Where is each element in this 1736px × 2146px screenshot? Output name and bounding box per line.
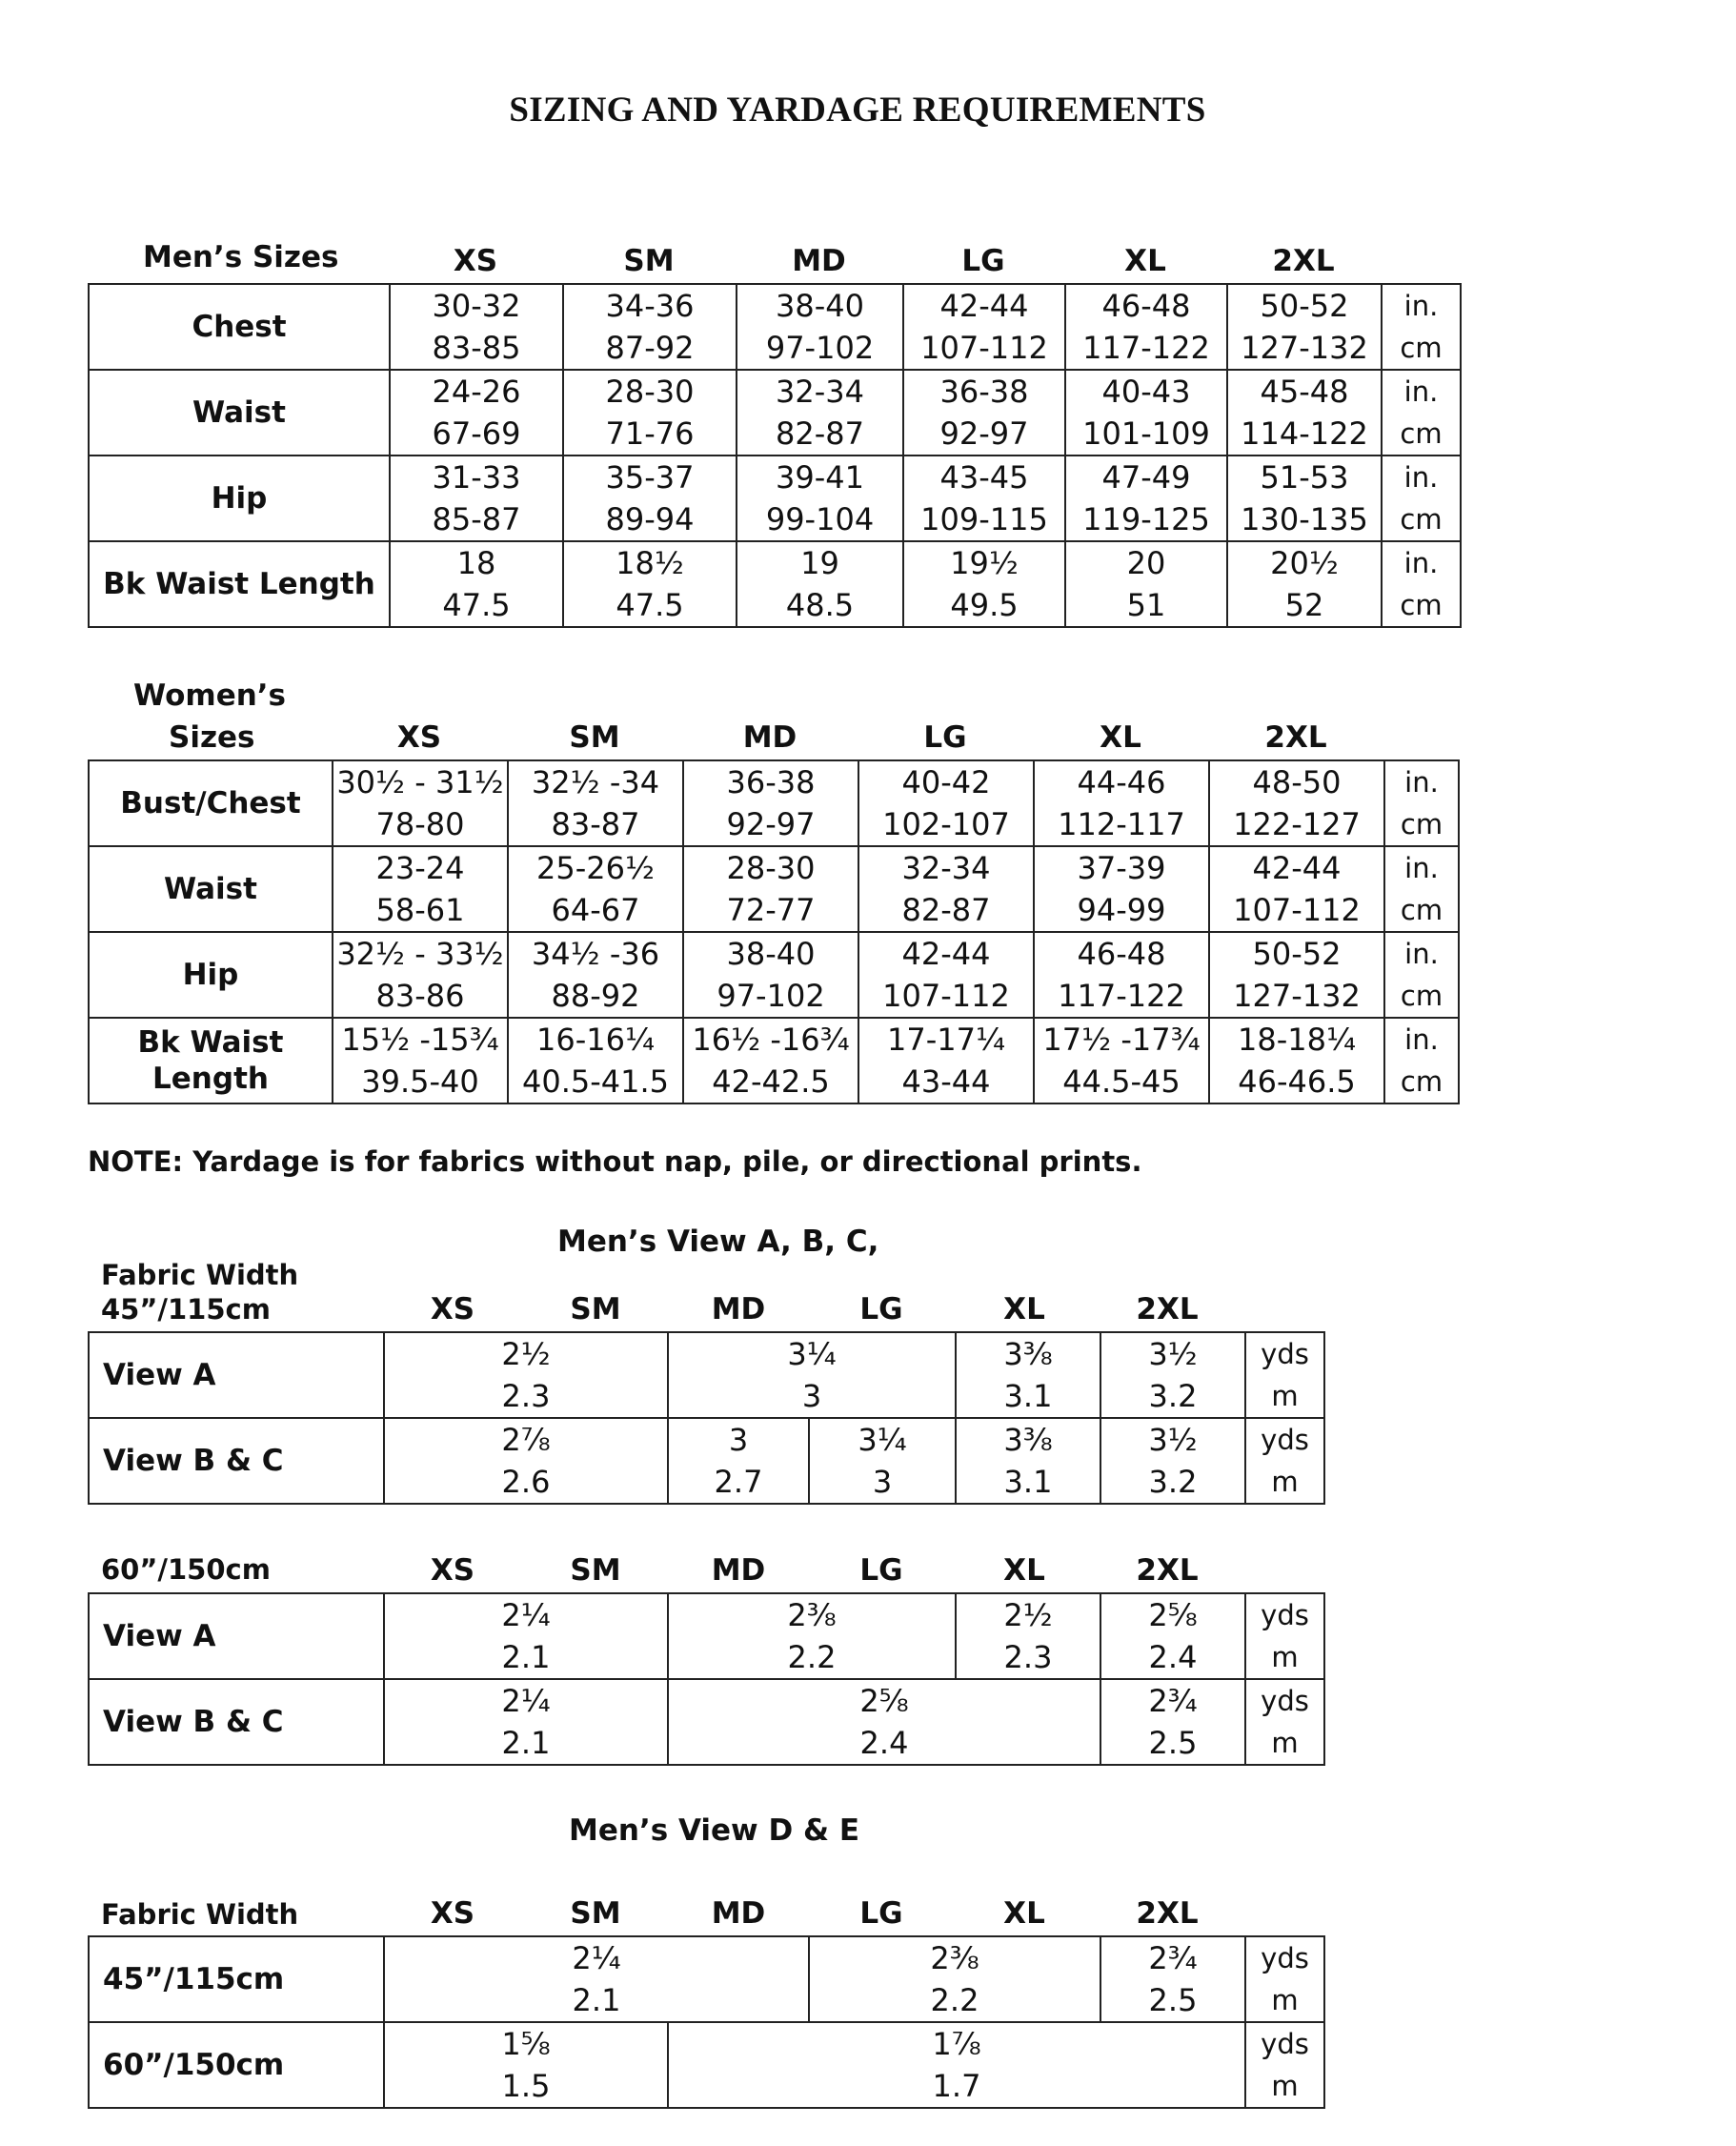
col-xl: XL — [1003, 1553, 1045, 1588]
table-row — [89, 1593, 1324, 1679]
fabric-width-label: Fabric Width 45”/115cm — [101, 1259, 299, 1326]
table-row — [89, 284, 1461, 370]
cell: 2⅝ 2.4 — [668, 1679, 1100, 1765]
table-row — [89, 1018, 1459, 1103]
col-xl: XL — [1100, 720, 1141, 755]
cell: 16½ -16¾ 42-42.5 — [683, 1018, 858, 1103]
col-sm: SM — [569, 720, 620, 755]
womens-sizes-table — [88, 759, 1460, 1104]
col-2xl: 2XL — [1136, 1896, 1199, 1931]
col-2xl: 2XL — [1136, 1292, 1199, 1326]
cell: 36-38 92-97 — [903, 370, 1065, 456]
cell: 20½ 52 — [1227, 541, 1382, 627]
mens-sizes-table — [88, 283, 1462, 628]
row-label-waist: Waist — [89, 370, 390, 456]
yardage-note: NOTE: Yardage is for fabrics without nap, pile, or directional prints. — [88, 1145, 1142, 1178]
unit-cell: yds m — [1245, 1679, 1324, 1765]
cell: 46-48 117-122 — [1065, 284, 1227, 370]
cell: 35-37 89-94 — [563, 456, 737, 541]
row-label-chest: Chest — [89, 284, 390, 370]
row-label-waist: Waist — [89, 846, 333, 932]
womens-size-header-row — [332, 720, 1380, 759]
cell: 50-52 127-132 — [1227, 284, 1382, 370]
cell: 2¼ 2.1 — [384, 1593, 668, 1679]
cell: 32½ -34 83-87 — [508, 760, 683, 846]
cell: 50-52 127-132 — [1209, 932, 1384, 1018]
table-row — [89, 760, 1459, 846]
view-abc-60-table — [88, 1592, 1325, 1766]
row-label-view-a: View A — [89, 1332, 384, 1418]
cell: 3⅜ 3.1 — [956, 1418, 1100, 1504]
unit-cell: in. cm — [1382, 284, 1461, 370]
col-lg: LG — [923, 720, 967, 755]
cell: 34-36 87-92 — [563, 284, 737, 370]
unit-cell: in. cm — [1382, 456, 1461, 541]
cell: 18-18¼ 46-46.5 — [1209, 1018, 1384, 1103]
mens-sizes-heading: Men’s Sizes — [143, 240, 339, 274]
table-row — [89, 541, 1461, 627]
cell: 3½ 3.2 — [1100, 1418, 1245, 1504]
cell: 2⅝ 2.4 — [1100, 1593, 1245, 1679]
cell: 32-34 82-87 — [858, 846, 1034, 932]
table-row — [89, 1936, 1324, 2022]
col-2xl: 2XL — [1136, 1553, 1199, 1588]
table-row — [89, 2022, 1324, 2108]
col-xl: XL — [1003, 1292, 1045, 1326]
cell: 39-41 99-104 — [737, 456, 903, 541]
cell: 34½ -36 88-92 — [508, 932, 683, 1018]
cell: 32½ - 33½ 83-86 — [333, 932, 508, 1018]
col-xs: XS — [430, 1896, 475, 1931]
cell: 36-38 92-97 — [683, 760, 858, 846]
col-sm: SM — [570, 1553, 621, 1588]
view-de-table — [88, 1935, 1325, 2109]
row-label-view-b-c: View B & C — [89, 1418, 384, 1504]
cell: 20 51 — [1065, 541, 1227, 627]
section-heading-view-de: Men’s View D & E — [569, 1813, 860, 1848]
cell: 30½ - 31½ 78-80 — [333, 760, 508, 846]
cell: 2⅜ 2.2 — [668, 1593, 956, 1679]
col-lg: LG — [961, 244, 1005, 278]
view-abc-60-header-row — [381, 1553, 1334, 1591]
view-de-header-row — [381, 1896, 1334, 1934]
cell: 28-30 71-76 — [563, 370, 737, 456]
table-row — [89, 846, 1459, 932]
cell: 3 2.7 — [668, 1418, 809, 1504]
cell: 2¼ 2.1 — [384, 1936, 809, 2022]
cell: 40-43 101-109 — [1065, 370, 1227, 456]
row-label-hip: Hip — [89, 932, 333, 1018]
cell: 46-48 117-122 — [1034, 932, 1209, 1018]
cell: 3½ 3.2 — [1100, 1332, 1245, 1418]
cell: 2⅞ 2.6 — [384, 1418, 668, 1504]
cell: 25-26½ 64-67 — [508, 846, 683, 932]
cell: 23-24 58-61 — [333, 846, 508, 932]
col-md: MD — [711, 1553, 766, 1588]
table-row — [89, 1332, 1324, 1418]
cell: 51-53 130-135 — [1227, 456, 1382, 541]
row-label-hip: Hip — [89, 456, 390, 541]
cell: 42-44 107-112 — [858, 932, 1034, 1018]
cell: 18 47.5 — [390, 541, 563, 627]
view-abc-45-table — [88, 1331, 1325, 1505]
col-xs: XS — [396, 720, 442, 755]
col-md: MD — [792, 244, 846, 278]
fabric-width-label: Fabric Width — [101, 1898, 299, 1931]
row-label-view-a: View A — [89, 1593, 384, 1679]
cell: 42-44 107-112 — [903, 284, 1065, 370]
col-lg: LG — [859, 1896, 903, 1931]
row-label-bust-chest: Bust/Chest — [89, 760, 333, 846]
cell: 40-42 102-107 — [858, 760, 1034, 846]
col-md: MD — [711, 1896, 766, 1931]
unit-cell: in. cm — [1382, 541, 1461, 627]
cell: 43-45 109-115 — [903, 456, 1065, 541]
unit-cell: in. cm — [1382, 370, 1461, 456]
unit-cell: yds m — [1245, 1936, 1324, 2022]
view-abc-45-header-row — [381, 1292, 1334, 1330]
col-sm: SM — [570, 1292, 621, 1326]
cell: 1⅞ 1.7 — [668, 2022, 1245, 2108]
col-lg: LG — [859, 1292, 903, 1326]
cell: 37-39 94-99 — [1034, 846, 1209, 932]
fabric-width-60-label: 60”/150cm — [101, 1553, 271, 1586]
cell: 1⅝ 1.5 — [384, 2022, 668, 2108]
table-row — [89, 456, 1461, 541]
cell: 2⅜ 2.2 — [809, 1936, 1100, 2022]
mens-size-header-row — [389, 244, 1389, 282]
row-label-60-150cm: 60”/150cm — [89, 2022, 384, 2108]
table-row — [89, 932, 1459, 1018]
cell: 47-49 119-125 — [1065, 456, 1227, 541]
row-label-bk-waist-length: Bk Waist Length — [89, 1018, 333, 1103]
row-label-45-115cm: 45”/115cm — [89, 1936, 384, 2022]
cell: 3¼ 3 — [809, 1418, 956, 1504]
cell: 3¼ 3 — [668, 1332, 956, 1418]
cell: 30-32 83-85 — [390, 284, 563, 370]
unit-cell: yds m — [1245, 2022, 1324, 2108]
unit-cell: yds m — [1245, 1332, 1324, 1418]
col-2xl: 2XL — [1272, 244, 1335, 278]
col-xs: XS — [430, 1553, 475, 1588]
cell: 19 48.5 — [737, 541, 903, 627]
table-row — [89, 1418, 1324, 1504]
cell: 2¼ 2.1 — [384, 1679, 668, 1765]
col-xl: XL — [1124, 244, 1166, 278]
cell: 48-50 122-127 — [1209, 760, 1384, 846]
col-sm: SM — [570, 1896, 621, 1931]
cell: 38-40 97-102 — [683, 932, 858, 1018]
womens-sizes-heading: Women’s Sizes — [133, 678, 287, 755]
cell: 18½ 47.5 — [563, 541, 737, 627]
cell: 42-44 107-112 — [1209, 846, 1384, 932]
unit-cell: in. cm — [1384, 846, 1459, 932]
cell: 16-16¼ 40.5-41.5 — [508, 1018, 683, 1103]
col-2xl: 2XL — [1264, 720, 1327, 755]
unit-cell: in. cm — [1384, 932, 1459, 1018]
col-xs: XS — [453, 244, 498, 278]
cell: 3⅜ 3.1 — [956, 1332, 1100, 1418]
col-xs: XS — [430, 1292, 475, 1326]
unit-cell: in. cm — [1384, 760, 1459, 846]
unit-cell: yds m — [1245, 1593, 1324, 1679]
unit-cell: in. cm — [1384, 1018, 1459, 1103]
cell: 19½ 49.5 — [903, 541, 1065, 627]
col-sm: SM — [623, 244, 675, 278]
cell: 28-30 72-77 — [683, 846, 858, 932]
section-heading-view-abc: Men’s View A, B, C, — [557, 1225, 879, 1259]
cell: 38-40 97-102 — [737, 284, 903, 370]
col-lg: LG — [859, 1553, 903, 1588]
cell: 24-26 67-69 — [390, 370, 563, 456]
col-xl: XL — [1003, 1896, 1045, 1931]
cell: 2¾ 2.5 — [1100, 1679, 1245, 1765]
cell: 2½ 2.3 — [384, 1332, 668, 1418]
col-md: MD — [711, 1292, 766, 1326]
cell: 17-17¼ 43-44 — [858, 1018, 1034, 1103]
page-title: SIZING AND YARDAGE REQUIREMENTS — [509, 91, 1206, 130]
table-row — [89, 1679, 1324, 1765]
cell: 15½ -15¾ 39.5-40 — [333, 1018, 508, 1103]
cell: 2½ 2.3 — [956, 1593, 1100, 1679]
table-row — [89, 370, 1461, 456]
cell: 17½ -17¾ 44.5-45 — [1034, 1018, 1209, 1103]
cell: 44-46 112-117 — [1034, 760, 1209, 846]
cell: 45-48 114-122 — [1227, 370, 1382, 456]
row-label-view-b-c: View B & C — [89, 1679, 384, 1765]
row-label-bk-waist-length: Bk Waist Length — [89, 541, 390, 627]
cell: 32-34 82-87 — [737, 370, 903, 456]
cell: 31-33 85-87 — [390, 456, 563, 541]
col-md: MD — [742, 720, 797, 755]
unit-cell: yds m — [1245, 1418, 1324, 1504]
cell: 2¾ 2.5 — [1100, 1936, 1245, 2022]
